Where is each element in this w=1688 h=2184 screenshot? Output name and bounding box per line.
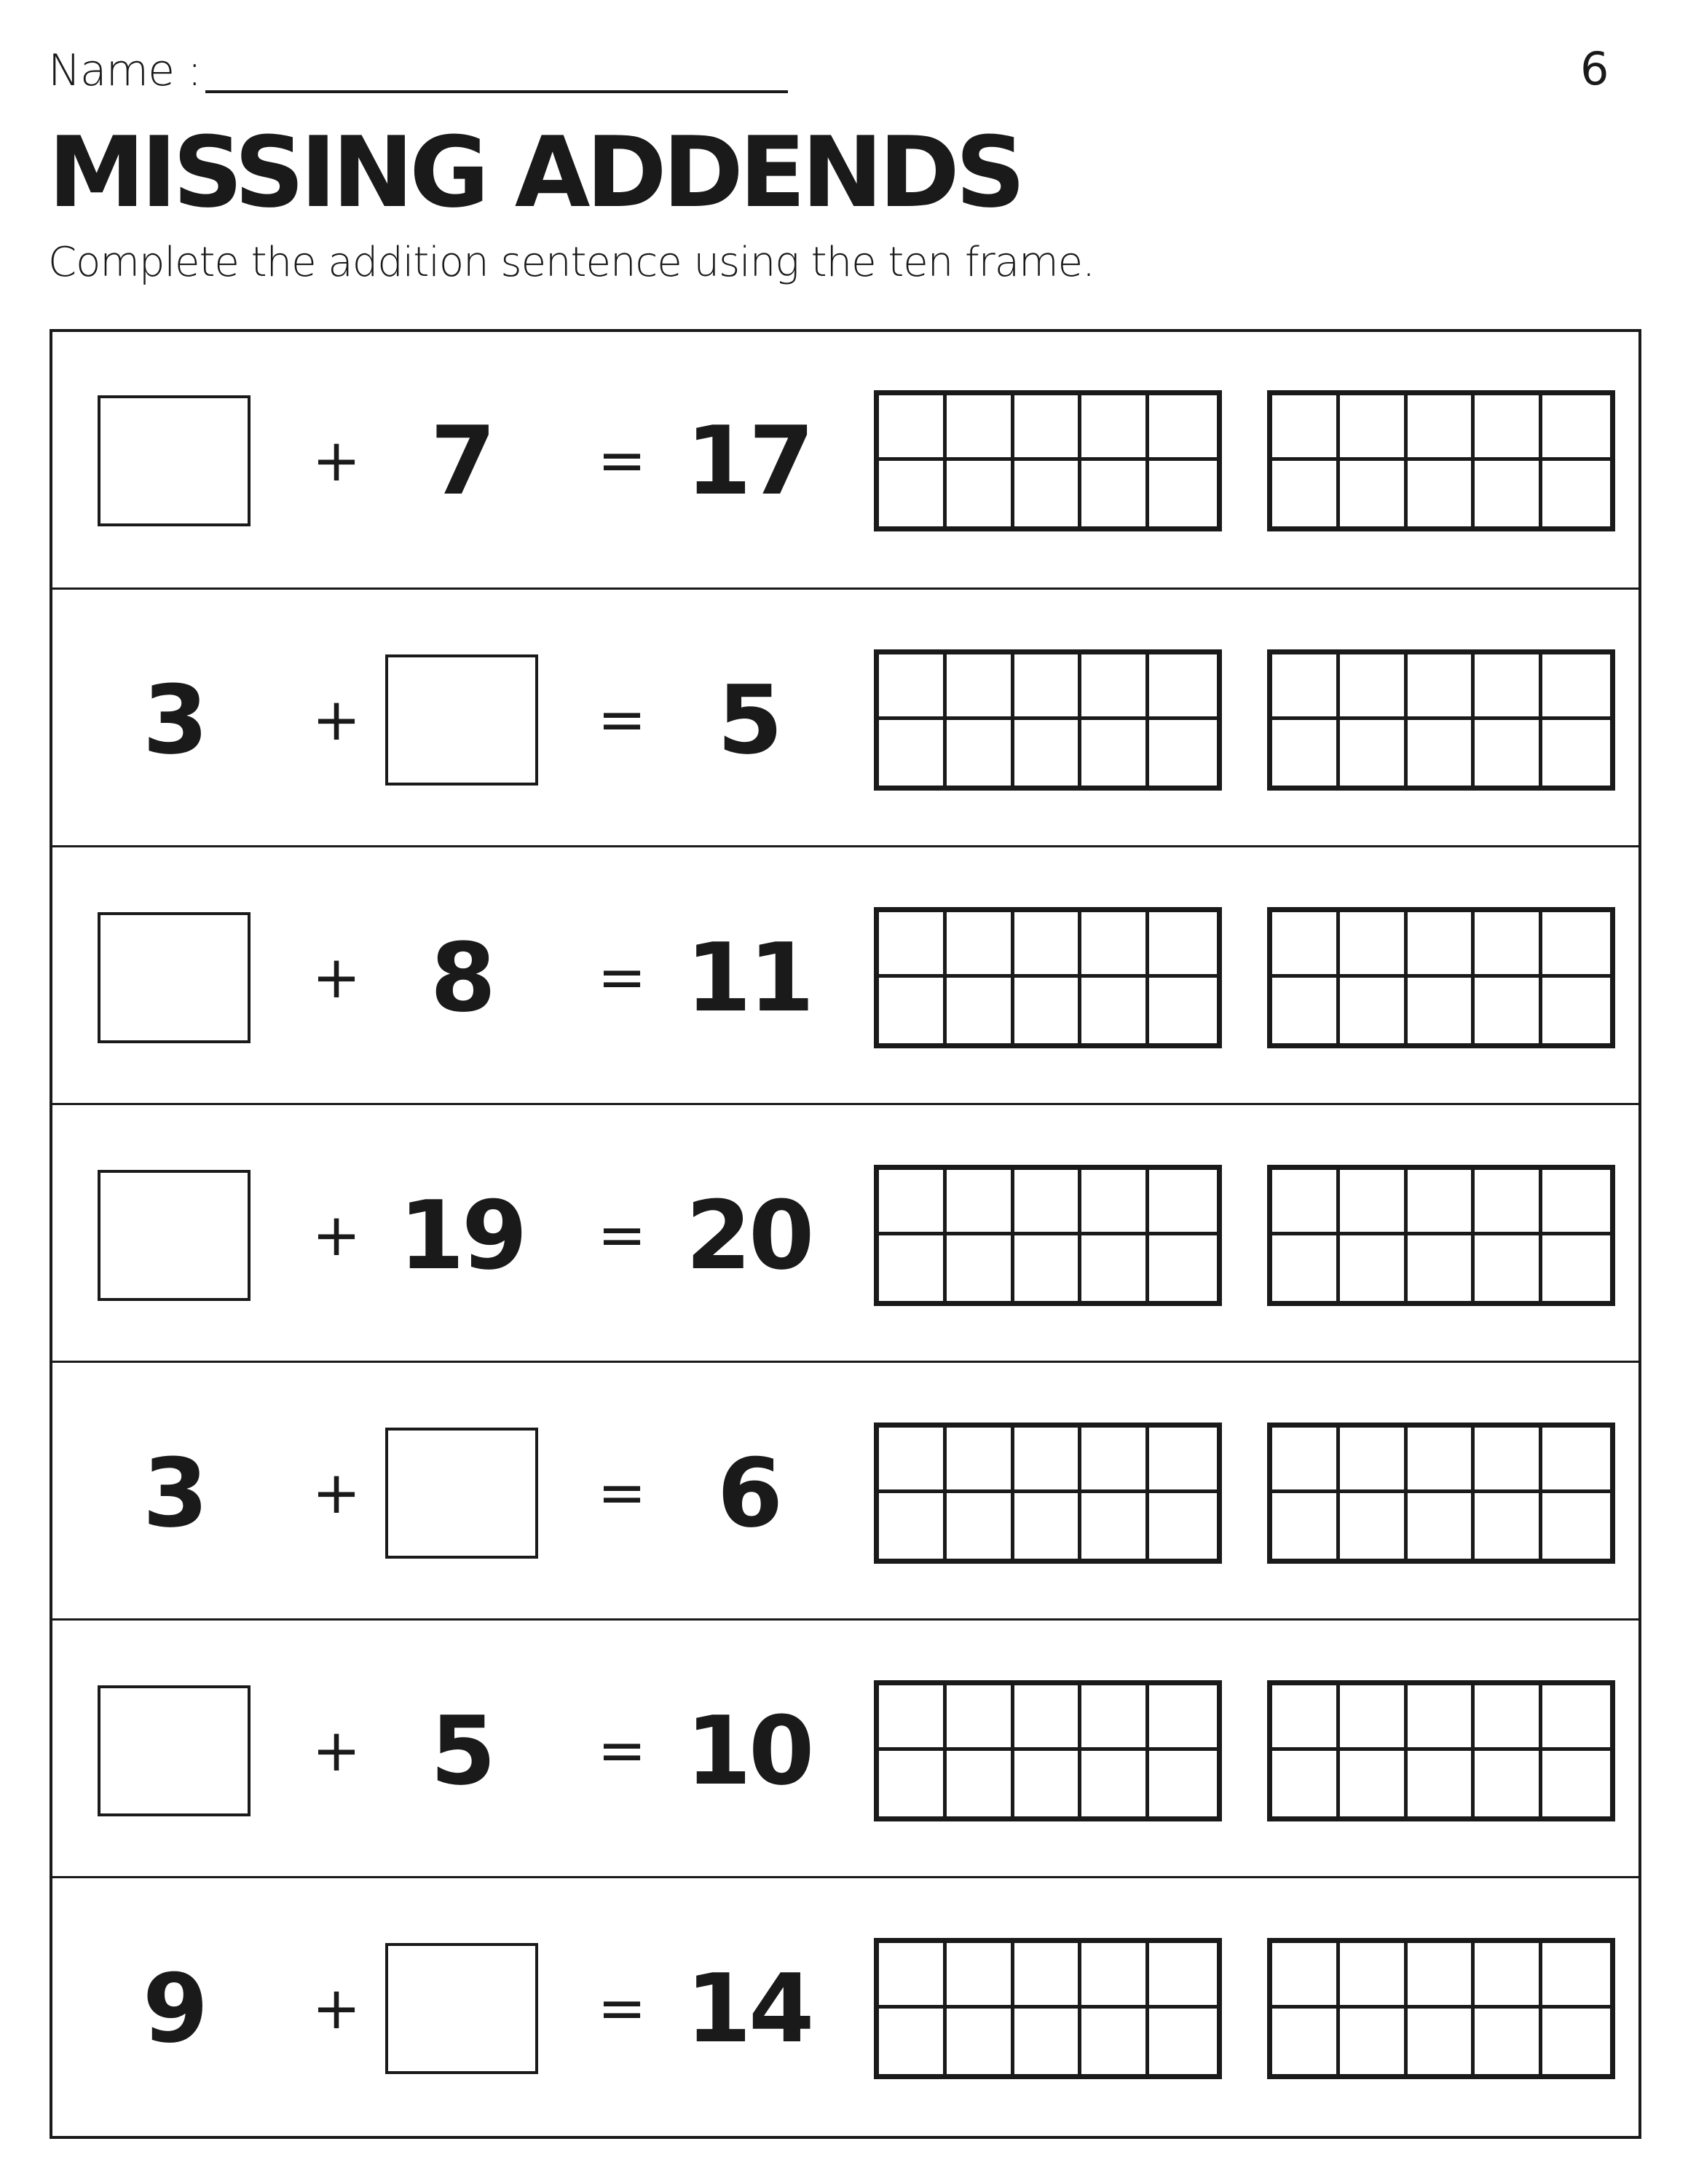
ten-frame-cell[interactable] [1081, 1493, 1149, 1559]
first-addend [98, 1943, 251, 2074]
ten-frame-cell[interactable] [1408, 978, 1475, 1043]
ten-frame-cell[interactable] [1340, 978, 1408, 1043]
ten-frame-cell[interactable] [1014, 1235, 1082, 1301]
sum [672, 654, 825, 786]
sum-value: 14 [685, 1952, 812, 2064]
ten-frame-cell[interactable] [1542, 912, 1610, 978]
ten-frame-cell[interactable] [947, 1493, 1014, 1559]
ten-frame[interactable] [874, 649, 1222, 791]
ten-frame-cell[interactable] [879, 654, 947, 720]
ten-frame-cell[interactable] [1408, 654, 1475, 720]
second-addend [385, 395, 538, 526]
ten-frame-cell[interactable] [1542, 1235, 1610, 1301]
missing-addend-box[interactable] [98, 1685, 251, 1816]
ten-frame-cell[interactable] [1081, 1685, 1149, 1751]
ten-frame-cell[interactable] [947, 2009, 1014, 2074]
ten-frame-cell[interactable] [879, 461, 947, 526]
worksheet-table [50, 329, 1641, 2139]
ten-frame-cell[interactable] [1272, 1170, 1340, 1235]
first-addend-value: 9 [142, 1952, 206, 2064]
problem-row [52, 1361, 1638, 1623]
second-addend [385, 1685, 538, 1816]
ten-frame-cell[interactable] [1149, 720, 1217, 786]
ten-frame-cell[interactable] [1475, 461, 1542, 526]
ten-frame-cell[interactable] [1149, 912, 1217, 978]
plus-sign: + [312, 1716, 361, 1784]
ten-frame-cell[interactable] [1475, 2009, 1542, 2074]
ten-frame-cell[interactable] [1081, 1428, 1149, 1493]
ten-frame-cell[interactable] [1272, 1235, 1340, 1301]
ten-frame-cell[interactable] [947, 912, 1014, 978]
sum-value: 5 [717, 664, 781, 775]
ten-frame-cell[interactable] [947, 1751, 1014, 1816]
ten-frame-cell[interactable] [1340, 1751, 1408, 1816]
ten-frame-cell[interactable] [1272, 1943, 1340, 2009]
ten-frame-cell[interactable] [1408, 1685, 1475, 1751]
ten-frame-cell[interactable] [1408, 395, 1475, 461]
ten-frame[interactable] [1267, 649, 1615, 791]
answer-box[interactable] [98, 395, 251, 526]
ten-frame-cell[interactable] [1014, 395, 1082, 461]
second-addend [385, 912, 538, 1043]
ten-frame-cell[interactable] [1542, 978, 1610, 1043]
ten-frame-cell[interactable] [1014, 1943, 1082, 2009]
page-title: MISSING ADDENDS [48, 116, 1022, 229]
ten-frame-cell[interactable] [1081, 654, 1149, 720]
plus-sign: + [312, 1200, 361, 1269]
ten-frame-cell[interactable] [1408, 1751, 1475, 1816]
sum-value: 6 [717, 1437, 781, 1548]
sum [672, 395, 825, 526]
ten-frame-cell[interactable] [1542, 1685, 1610, 1751]
ten-frame-cell[interactable] [1272, 1751, 1340, 1816]
ten-frame-cell[interactable] [1542, 1751, 1610, 1816]
answer-box[interactable] [98, 1170, 251, 1301]
ten-frame-cell[interactable] [1408, 1235, 1475, 1301]
ten-frame-cell[interactable] [1081, 1170, 1149, 1235]
equals-sign: = [597, 1716, 647, 1784]
ten-frame-cell[interactable] [947, 461, 1014, 526]
ten-frame-cell[interactable] [1149, 1943, 1217, 2009]
ten-frame-cell[interactable] [1014, 1751, 1082, 1816]
first-addend-value: 3 [142, 1437, 206, 1548]
ten-frame[interactable] [874, 1165, 1222, 1306]
equals-sign: = [597, 1200, 647, 1269]
ten-frame-cell[interactable] [1272, 1493, 1340, 1559]
first-addend-value: 3 [142, 664, 206, 775]
ten-frame-cell[interactable] [1408, 1428, 1475, 1493]
answer-box[interactable] [385, 654, 538, 786]
ten-frame-cell[interactable] [1542, 395, 1610, 461]
ten-frame[interactable] [1267, 1680, 1615, 1821]
ten-frame-cell[interactable] [1340, 395, 1408, 461]
ten-frame-cell[interactable] [1081, 978, 1149, 1043]
equals-sign: = [597, 943, 647, 1011]
sum-value: 20 [685, 1179, 812, 1291]
ten-frame[interactable] [1267, 907, 1615, 1048]
ten-frame-cell[interactable] [1014, 1428, 1082, 1493]
ten-frame-cell[interactable] [1272, 720, 1340, 786]
ten-frame-cell[interactable] [879, 978, 947, 1043]
ten-frame[interactable] [874, 1938, 1222, 2079]
instructions: Complete the addition sentence using the ten frame. [48, 239, 1095, 286]
ten-frame-cell[interactable] [1408, 720, 1475, 786]
ten-frame-cell[interactable] [1272, 912, 1340, 978]
missing-addend-box[interactable] [385, 654, 538, 786]
missing-addend-box[interactable] [385, 1428, 538, 1559]
answer-box[interactable] [98, 1685, 251, 1816]
ten-frame-cell[interactable] [1340, 1428, 1408, 1493]
ten-frame-cell[interactable] [879, 1751, 947, 1816]
ten-frame-cell[interactable] [1014, 1685, 1082, 1751]
ten-frame-cell[interactable] [1149, 1751, 1217, 1816]
sum-value: 17 [685, 405, 812, 516]
ten-frame-cell[interactable] [1149, 395, 1217, 461]
ten-frame-cell[interactable] [1340, 1170, 1408, 1235]
ten-frame-cell[interactable] [1149, 1170, 1217, 1235]
equals-sign: = [597, 427, 647, 494]
ten-frame-cell[interactable] [1149, 1685, 1217, 1751]
ten-frame-cell[interactable] [1408, 2009, 1475, 2074]
ten-frame-cell[interactable] [1272, 1428, 1340, 1493]
sum [672, 1428, 825, 1559]
first-addend [98, 1428, 251, 1559]
problem-row [52, 1103, 1638, 1365]
ten-frame-cell[interactable] [1475, 654, 1542, 720]
plus-sign: + [312, 685, 361, 753]
sum [672, 912, 825, 1043]
missing-addend-box[interactable] [385, 1943, 538, 2074]
ten-frame-cell[interactable] [1081, 720, 1149, 786]
answer-box[interactable] [385, 1428, 538, 1559]
ten-frame-cell[interactable] [1340, 1493, 1408, 1559]
ten-frame-cell[interactable] [1340, 1235, 1408, 1301]
problem-row [52, 1876, 1638, 2138]
ten-frame-cell[interactable] [1475, 1943, 1542, 2009]
ten-frame-cell[interactable] [947, 1943, 1014, 2009]
ten-frame-cell[interactable] [947, 978, 1014, 1043]
ten-frame-cell[interactable] [947, 395, 1014, 461]
ten-frame-cell[interactable] [1542, 654, 1610, 720]
ten-frame-cell[interactable] [1081, 2009, 1149, 2074]
ten-frame-cell[interactable] [1149, 1493, 1217, 1559]
ten-frame-cell[interactable] [1475, 395, 1542, 461]
ten-frame-cell[interactable] [1081, 1751, 1149, 1816]
ten-frame-cell[interactable] [1014, 1493, 1082, 1559]
ten-frame-cell[interactable] [1475, 1428, 1542, 1493]
ten-frame-cell[interactable] [1149, 1235, 1217, 1301]
ten-frame[interactable] [874, 1680, 1222, 1821]
problem-row [52, 587, 1638, 850]
ten-frame-cell[interactable] [1542, 461, 1610, 526]
second-addend-value: 5 [430, 1695, 494, 1806]
page-number: 6 [1580, 42, 1609, 95]
ten-frame-cell[interactable] [1272, 978, 1340, 1043]
ten-frame-cell[interactable] [1081, 1943, 1149, 2009]
ten-frame-cell[interactable] [1542, 720, 1610, 786]
ten-frame-cell[interactable] [1475, 1751, 1542, 1816]
sum [672, 1685, 825, 1816]
ten-frame-cell[interactable] [1542, 2009, 1610, 2074]
sum [672, 1943, 825, 2074]
sum-value: 10 [685, 1695, 812, 1806]
first-addend [98, 654, 251, 786]
name-label: Name : [48, 45, 202, 96]
ten-frame-cell[interactable] [947, 1170, 1014, 1235]
ten-frame-cell[interactable] [1542, 1943, 1610, 2009]
second-addend-value: 7 [430, 405, 494, 516]
ten-frame-cell[interactable] [1149, 1428, 1217, 1493]
ten-frame[interactable] [874, 907, 1222, 1048]
ten-frame-cell[interactable] [1081, 912, 1149, 978]
ten-frame-cell[interactable] [1542, 1170, 1610, 1235]
ten-frame-cell[interactable] [1475, 978, 1542, 1043]
plus-sign: + [312, 1458, 361, 1527]
ten-frame-cell[interactable] [1542, 1428, 1610, 1493]
ten-frame-cell[interactable] [1408, 461, 1475, 526]
equals-sign: = [597, 685, 647, 753]
ten-frame-cell[interactable] [1408, 1170, 1475, 1235]
ten-frame-cell[interactable] [1272, 395, 1340, 461]
ten-frame-cell[interactable] [1272, 654, 1340, 720]
ten-frame-cell[interactable] [1340, 1685, 1408, 1751]
ten-frame-cell[interactable] [1272, 461, 1340, 526]
ten-frame-cell[interactable] [1340, 720, 1408, 786]
ten-frame-cell[interactable] [1340, 654, 1408, 720]
ten-frame-cell[interactable] [879, 1428, 947, 1493]
ten-frame-cell[interactable] [1081, 1235, 1149, 1301]
ten-frame-cell[interactable] [1475, 1685, 1542, 1751]
ten-frame-cell[interactable] [947, 1428, 1014, 1493]
ten-frame-cell[interactable] [879, 912, 947, 978]
ten-frame-cell[interactable] [1014, 2009, 1082, 2074]
ten-frame-cell[interactable] [879, 395, 947, 461]
ten-frame-cell[interactable] [1149, 978, 1217, 1043]
ten-frame-cell[interactable] [1340, 2009, 1408, 2074]
problem-row [52, 845, 1638, 1107]
ten-frame-cell[interactable] [1014, 978, 1082, 1043]
ten-frame[interactable] [1267, 390, 1615, 531]
answer-box[interactable] [98, 912, 251, 1043]
ten-frame-cell[interactable] [1014, 1170, 1082, 1235]
ten-frame-cell[interactable] [947, 654, 1014, 720]
ten-frame-cell[interactable] [1014, 461, 1082, 526]
ten-frame-cell[interactable] [1475, 1493, 1542, 1559]
ten-frame-cell[interactable] [1081, 395, 1149, 461]
ten-frame-cell[interactable] [1081, 461, 1149, 526]
ten-frame-cell[interactable] [879, 2009, 947, 2074]
ten-frame-cell[interactable] [947, 720, 1014, 786]
ten-frame-cell[interactable] [947, 1235, 1014, 1301]
ten-frame-cell[interactable] [1014, 654, 1082, 720]
ten-frame-cell[interactable] [879, 1493, 947, 1559]
ten-frame-cell[interactable] [1014, 720, 1082, 786]
second-addend [385, 1170, 538, 1301]
ten-frame-cell[interactable] [1475, 1170, 1542, 1235]
ten-frame[interactable] [874, 1423, 1222, 1564]
ten-frame-cell[interactable] [1272, 2009, 1340, 2074]
ten-frame[interactable] [1267, 1938, 1615, 2079]
missing-addend-box[interactable] [98, 912, 251, 1043]
problem-row [52, 1618, 1638, 1880]
missing-addend-box[interactable] [98, 395, 251, 526]
second-addend-value: 19 [398, 1179, 525, 1291]
ten-frame-cell[interactable] [1475, 720, 1542, 786]
ten-frame-cell[interactable] [1340, 1943, 1408, 2009]
ten-frame-cell[interactable] [1340, 912, 1408, 978]
plus-sign: + [312, 427, 361, 494]
ten-frame-cell[interactable] [1272, 1685, 1340, 1751]
ten-frame-cell[interactable] [1408, 1943, 1475, 2009]
ten-frame-cell[interactable] [879, 1170, 947, 1235]
ten-frame-cell[interactable] [947, 1685, 1014, 1751]
sum-value: 11 [685, 922, 812, 1033]
sum [672, 1170, 825, 1301]
ten-frame[interactable] [1267, 1423, 1615, 1564]
ten-frame[interactable] [1267, 1165, 1615, 1306]
ten-frame-cell[interactable] [1340, 461, 1408, 526]
ten-frame-cell[interactable] [879, 1685, 947, 1751]
ten-frame-cell[interactable] [1149, 461, 1217, 526]
plus-sign: + [312, 1974, 361, 2042]
ten-frame-cell[interactable] [1475, 1235, 1542, 1301]
name-line[interactable] [205, 90, 788, 93]
ten-frame-cell[interactable] [1408, 1493, 1475, 1559]
second-addend-value: 8 [430, 922, 494, 1033]
ten-frame-cell[interactable] [1149, 2009, 1217, 2074]
plus-sign: + [312, 943, 361, 1011]
ten-frame-cell[interactable] [879, 720, 947, 786]
ten-frame-cell[interactable] [879, 1943, 947, 2009]
problem-row [52, 332, 1638, 590]
equals-sign: = [597, 1458, 647, 1527]
ten-frame-cell[interactable] [1014, 912, 1082, 978]
missing-addend-box[interactable] [98, 1170, 251, 1301]
ten-frame[interactable] [874, 390, 1222, 531]
ten-frame-cell[interactable] [1408, 912, 1475, 978]
equals-sign: = [597, 1974, 647, 2042]
ten-frame-cell[interactable] [1542, 1493, 1610, 1559]
ten-frame-cell[interactable] [1149, 654, 1217, 720]
answer-box[interactable] [385, 1943, 538, 2074]
ten-frame-cell[interactable] [1475, 912, 1542, 978]
ten-frame-cell[interactable] [879, 1235, 947, 1301]
